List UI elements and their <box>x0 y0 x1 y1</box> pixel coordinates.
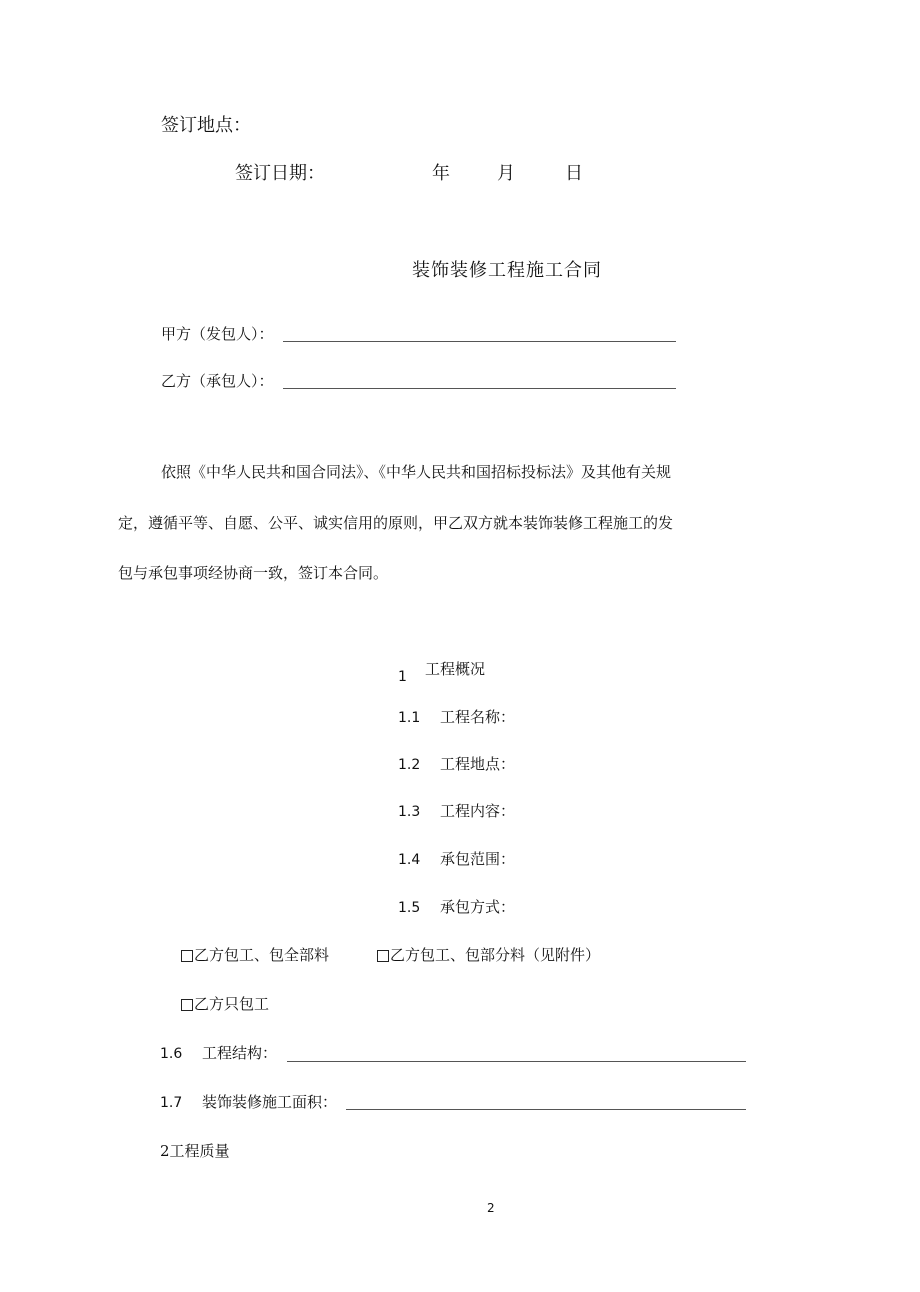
item-label: 工程结构： <box>202 1044 278 1062</box>
item-1-2 <box>398 757 515 772</box>
option-label: 乙方只包工 <box>194 995 270 1013</box>
item-1-3 <box>398 804 515 819</box>
option-label: 乙方包工、包全部料 <box>194 946 330 964</box>
section-1-number: 1 <box>398 669 407 685</box>
item-label: 工程名称： <box>440 708 516 726</box>
sign-date-label: 签订日期： <box>235 163 325 184</box>
party-a-blank <box>283 341 676 342</box>
date-day: 日 <box>565 163 583 184</box>
contract-title: 装饰装修工程施工合同 <box>412 260 602 281</box>
intro-line-2: 定，遵循平等、自愿、公平、诚实信用的原则，甲乙双方就本装饰装修工程施工的发 <box>118 514 674 532</box>
party-b-label: 乙方（承包人）： <box>161 372 274 390</box>
checkbox-icon[interactable] <box>181 999 193 1011</box>
intro-line-3: 包与承包事项经协商一致，签订本合同。 <box>118 564 389 582</box>
date-month: 月 <box>497 163 515 184</box>
item-label: 工程地点： <box>440 755 516 773</box>
item-number: 1.4 <box>398 852 421 868</box>
intro-line-1: 依照《中华人民共和国合同法》、《中华人民共和国招标投标法》及其他有关规 <box>161 463 672 481</box>
option-label: 乙方包工、包部分料（见附件） <box>390 946 601 964</box>
item-number: 1.7 <box>160 1095 183 1111</box>
item-number: 1.1 <box>398 710 421 726</box>
structure-blank <box>287 1061 746 1062</box>
item-label: 承包范围： <box>440 850 516 868</box>
section-2-title: 2工程质量 <box>160 1142 230 1160</box>
area-blank <box>346 1109 746 1110</box>
item-number: 1.2 <box>398 757 421 773</box>
item-label: 装饰装修施工面积： <box>202 1093 338 1111</box>
item-1-7 <box>160 1095 337 1110</box>
section-1-title: 工程概况 <box>425 660 486 678</box>
item-number: 1.6 <box>160 1046 183 1062</box>
party-a-label: 甲方（发包人）： <box>161 325 274 343</box>
option-full-materials[interactable] <box>181 948 329 963</box>
item-label: 工程内容： <box>440 802 516 820</box>
item-number: 1.5 <box>398 900 421 916</box>
date-year: 年 <box>432 163 450 184</box>
item-1-4 <box>398 852 515 867</box>
party-b-blank <box>283 388 676 389</box>
item-number: 1.3 <box>398 804 421 820</box>
item-1-6 <box>160 1046 277 1061</box>
checkbox-icon[interactable] <box>181 950 193 962</box>
item-1-1 <box>398 710 515 725</box>
option-labor-only[interactable] <box>181 997 269 1012</box>
page-number: 2 <box>487 1201 495 1215</box>
item-1-5 <box>398 900 515 915</box>
option-partial-materials[interactable] <box>377 948 600 963</box>
sign-place-label: 签订地点： <box>161 115 251 136</box>
item-label: 承包方式： <box>440 898 516 916</box>
checkbox-icon[interactable] <box>377 950 389 962</box>
